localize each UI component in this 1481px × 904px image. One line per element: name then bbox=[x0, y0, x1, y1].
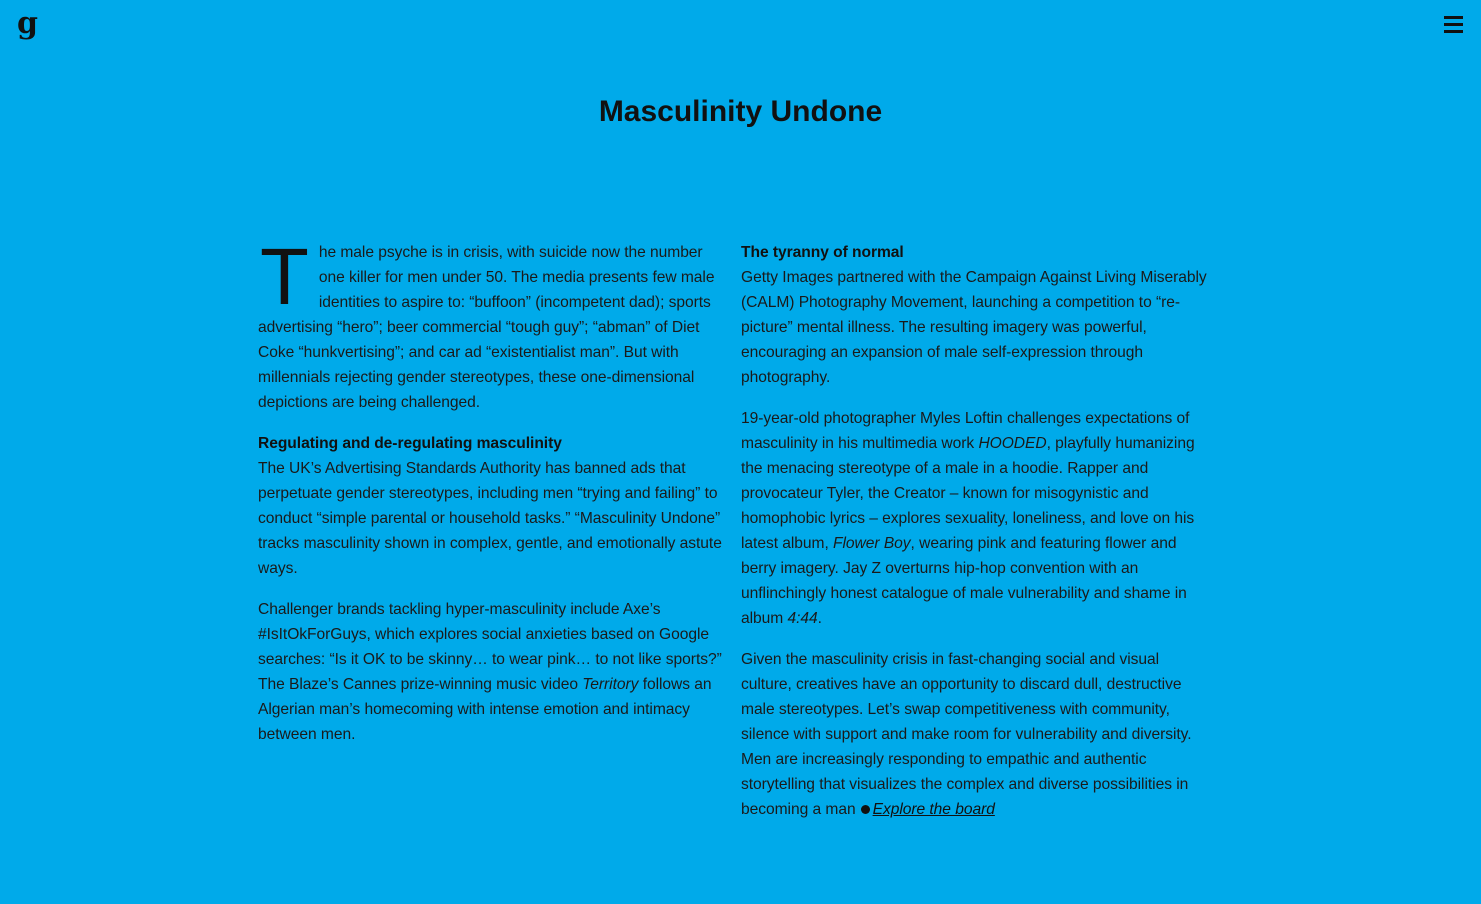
photographer-paragraph bbox=[741, 406, 1209, 631]
intro-text: he male psyche is in crisis, with suicide now the number one killer for men under 50. The media presents few male identities to aspire to: “buffoon” (incompetent dad); sports advertising “hero”; beer commercial “tough guy”; “abman” of Diet Coke “hunkvertising”; and car ad “existentialist man”. But with millennials rejecting gender stereotypes, these one-dimensional depictions are being challenged. bbox=[258, 244, 715, 411]
site-logo[interactable]: g bbox=[17, 6, 38, 41]
conclusion-text: Given the masculinity crisis in fast-changing social and visual culture, creatives have an opportunity to discard dull, destructive male stereotypes. Let’s swap competitiveness with community, silence with support and make room for vulnerability and diversity. Men are increasingly responding to empathic and authentic storytelling that visualizes the complex and diverse possibilities in becoming a man bbox=[741, 651, 1192, 818]
photographer-text-3: , wearing pink and featuring flower and berry imagery. Jay Z overturns hip-hop convention with an unflinchingly honest catalogue of male vulnerability and shame in album bbox=[741, 535, 1187, 627]
bullet-icon bbox=[861, 805, 870, 814]
work-title-hooded: HOODED bbox=[978, 435, 1047, 452]
hamburger-menu-icon[interactable] bbox=[1442, 14, 1464, 34]
menu-bar bbox=[1444, 16, 1463, 19]
album-title-flower-boy: Flower Boy bbox=[833, 535, 911, 552]
section-heading-tyranny: The tyranny of normal bbox=[741, 244, 904, 261]
page-title: Masculinity Undone bbox=[598, 95, 883, 128]
challenger-text-2: follows an Algerian man’s homecoming with intense emotion and intimacy between men. bbox=[258, 676, 712, 743]
menu-bar bbox=[1444, 23, 1463, 26]
drop-cap: T bbox=[260, 232, 309, 321]
conclusion-paragraph bbox=[741, 647, 1209, 822]
explore-board-link[interactable]: Explore the board bbox=[872, 801, 995, 818]
album-title-444: 4:44 bbox=[787, 610, 818, 627]
photographer-text-2: , playfully humanizing the menacing stereotype of a male in a hoodie. Rapper and provocateur Tyler, the Creator – known for misogynistic and homophobic lyrics – explores sexuality, loneliness, and love on his latest album, bbox=[741, 435, 1195, 552]
video-title: Territory bbox=[582, 676, 639, 693]
section-heading-regulating: Regulating and de-regulating masculinity bbox=[258, 435, 562, 452]
challenger-paragraph bbox=[258, 597, 722, 747]
intro-paragraph bbox=[258, 232, 722, 415]
photographer-text-1: 19-year-old photographer Myles Loftin challenges expectations of masculinity in his multimedia work bbox=[741, 410, 1190, 452]
article-right-column bbox=[741, 240, 1209, 838]
photographer-text-4: . bbox=[817, 610, 822, 627]
getty-paragraph: Getty Images partnered with the Campaign Against Living Miserably (CALM) Photography Movement, launching a competition to “re-picture” mental illness. The resulting imagery was powerful, encouraging an expansion of male self-expression through photography. bbox=[741, 269, 1207, 386]
challenger-text-1: Challenger brands tackling hyper-masculinity include Axe’s #IsItOkForGuys, which explores social anxieties based on Google searches: “Is it OK to be skinny… to wear pink… to not like sports?” The Blaze’s Cannes prize-winning music video bbox=[258, 601, 722, 693]
article-left-column bbox=[258, 232, 722, 763]
menu-bar bbox=[1444, 30, 1463, 33]
regulating-paragraph: The UK’s Advertising Standards Authority has banned ads that perpetuate gender stereotypes, including men “trying and failing” to conduct “simple parental or household tasks.” “Masculinity Undone” tracks masculinity shown in complex, gentle, and emotionally astute ways. bbox=[258, 460, 722, 577]
